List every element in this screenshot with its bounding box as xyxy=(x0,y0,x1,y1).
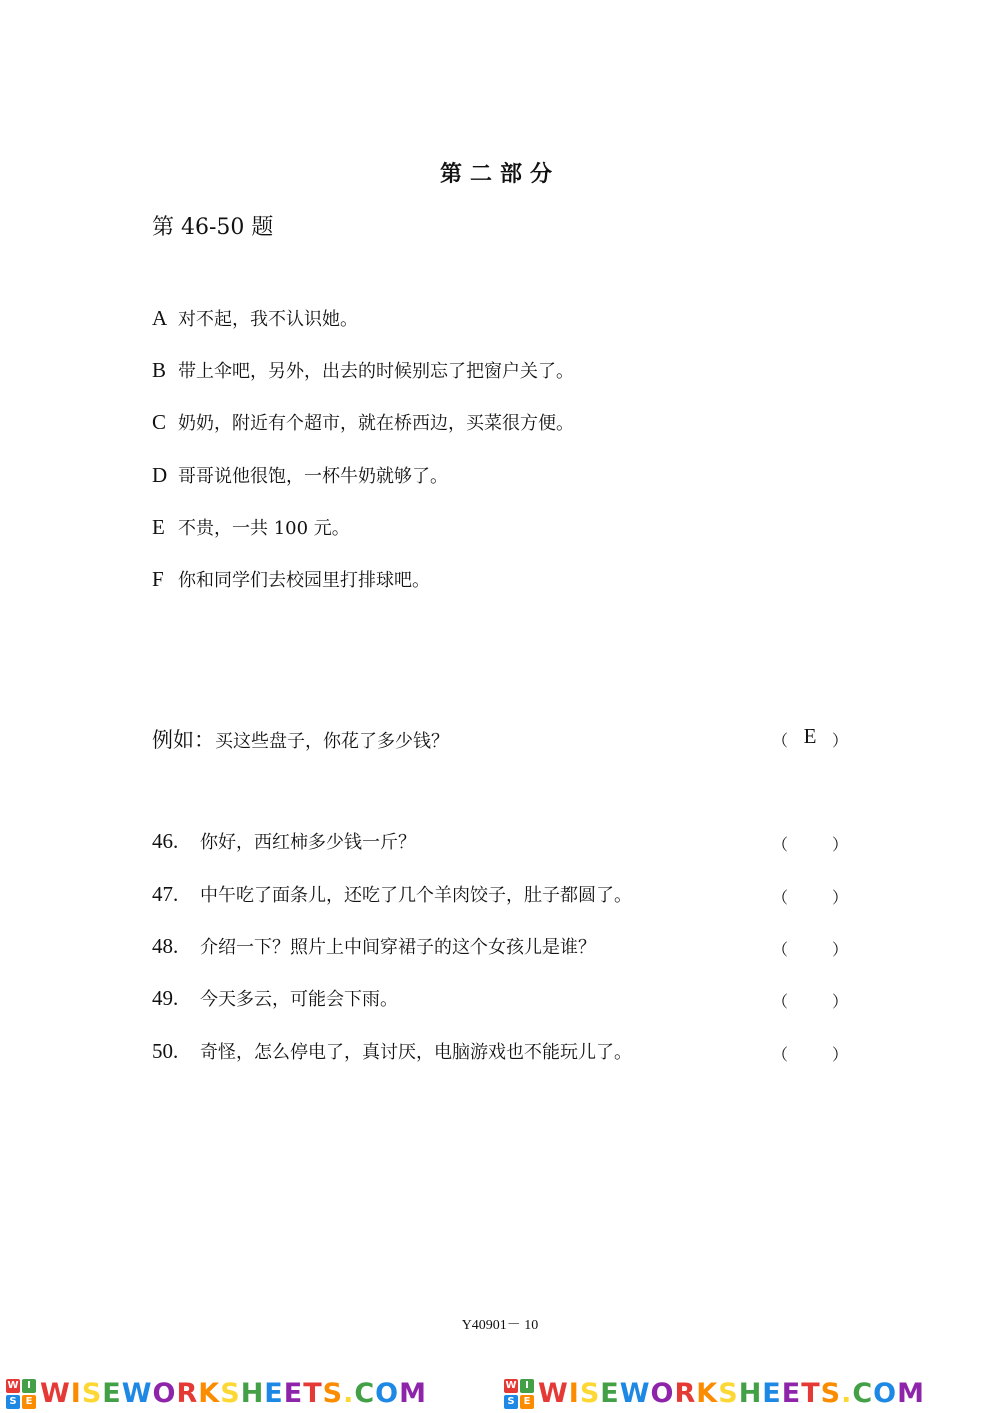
option-d xyxy=(152,462,448,488)
watermark-text: WISEWORKSHEETS.COM xyxy=(40,1378,427,1409)
question-46 xyxy=(152,828,416,854)
paren-open: （ xyxy=(772,888,789,907)
paren-open: （ xyxy=(772,940,789,959)
question-text: 今天多云，可能会下雨。 xyxy=(200,989,398,1010)
paren-open: （ xyxy=(772,835,789,854)
option-letter: B xyxy=(152,358,167,382)
option-b xyxy=(152,357,574,383)
question-number: 46. xyxy=(152,829,179,853)
question-number: 47. xyxy=(152,882,179,906)
option-a xyxy=(152,305,358,331)
option-text: 对不起，我不认识她。 xyxy=(178,309,358,330)
option-letter: E xyxy=(152,515,165,539)
watermark-logo xyxy=(504,1379,534,1409)
option-e xyxy=(152,514,350,540)
paren-close: ） xyxy=(831,835,848,854)
page-footer-code: Y40901－ 10 xyxy=(461,1318,539,1333)
example-question xyxy=(152,724,449,754)
question-49 xyxy=(152,985,398,1011)
paren-close: ） xyxy=(831,888,848,907)
option-letter: A xyxy=(152,306,168,330)
example-label: 例如： xyxy=(152,728,215,752)
logo-letter: I xyxy=(520,1379,534,1393)
logo-letter: S xyxy=(504,1395,518,1409)
section-title: 第二部分 xyxy=(439,161,560,187)
question-number: 48. xyxy=(152,934,179,958)
paren-close: ） xyxy=(831,940,848,959)
logo-letter: I xyxy=(22,1379,36,1393)
watermark-text: WISEWORKSHEETS.COM xyxy=(538,1378,925,1409)
logo-letter: S xyxy=(6,1395,20,1409)
question-text: 中午吃了面条儿，还吃了几个羊肉饺子，肚子都圆了。 xyxy=(200,885,632,906)
paren-open: （ xyxy=(772,992,789,1011)
watermark-left xyxy=(6,1378,427,1410)
option-c xyxy=(152,409,574,435)
example-answer: E xyxy=(803,724,817,748)
option-text: 哥哥说他很饱，一杯牛奶就够了。 xyxy=(178,466,448,487)
paren-close: ） xyxy=(831,1045,848,1064)
option-text: 不贵，一共 100 元。 xyxy=(178,518,350,539)
option-text: 奶奶，附近有个超市，就在桥西边，买菜很方便。 xyxy=(178,413,574,434)
paren-open: （ xyxy=(772,1045,789,1064)
question-text: 介绍一下？照片上中间穿裙子的这个女孩儿是谁？ xyxy=(200,937,596,958)
option-f xyxy=(152,566,430,592)
option-text: 你和同学们去校园里打排球吧。 xyxy=(178,570,430,591)
question-text: 你好，西红柿多少钱一斤？ xyxy=(200,832,416,853)
question-47 xyxy=(152,881,632,907)
question-range: 第 46-50 题 xyxy=(152,215,274,240)
logo-letter: E xyxy=(22,1395,36,1409)
question-number: 49. xyxy=(152,986,179,1010)
watermark-logo xyxy=(6,1379,36,1409)
example-text: 买这些盘子，你花了多少钱？ xyxy=(215,731,449,752)
paren-close: ） xyxy=(831,731,848,750)
question-48 xyxy=(152,933,596,959)
question-text: 奇怪，怎么停电了，真讨厌，电脑游戏也不能玩儿了。 xyxy=(200,1042,632,1063)
logo-letter: W xyxy=(505,1380,517,1391)
option-letter: C xyxy=(152,410,167,434)
option-text: 带上伞吧，另外，出去的时候别忘了把窗户关了。 xyxy=(178,361,574,382)
option-letter: F xyxy=(152,567,164,591)
logo-letter: W xyxy=(7,1380,19,1391)
paren-open: （ xyxy=(772,731,789,750)
option-letter: D xyxy=(152,463,168,487)
logo-letter: E xyxy=(520,1395,534,1409)
paren-close: ） xyxy=(831,992,848,1011)
question-50 xyxy=(152,1038,632,1064)
watermark-right xyxy=(504,1378,925,1410)
question-number: 50. xyxy=(152,1039,179,1063)
